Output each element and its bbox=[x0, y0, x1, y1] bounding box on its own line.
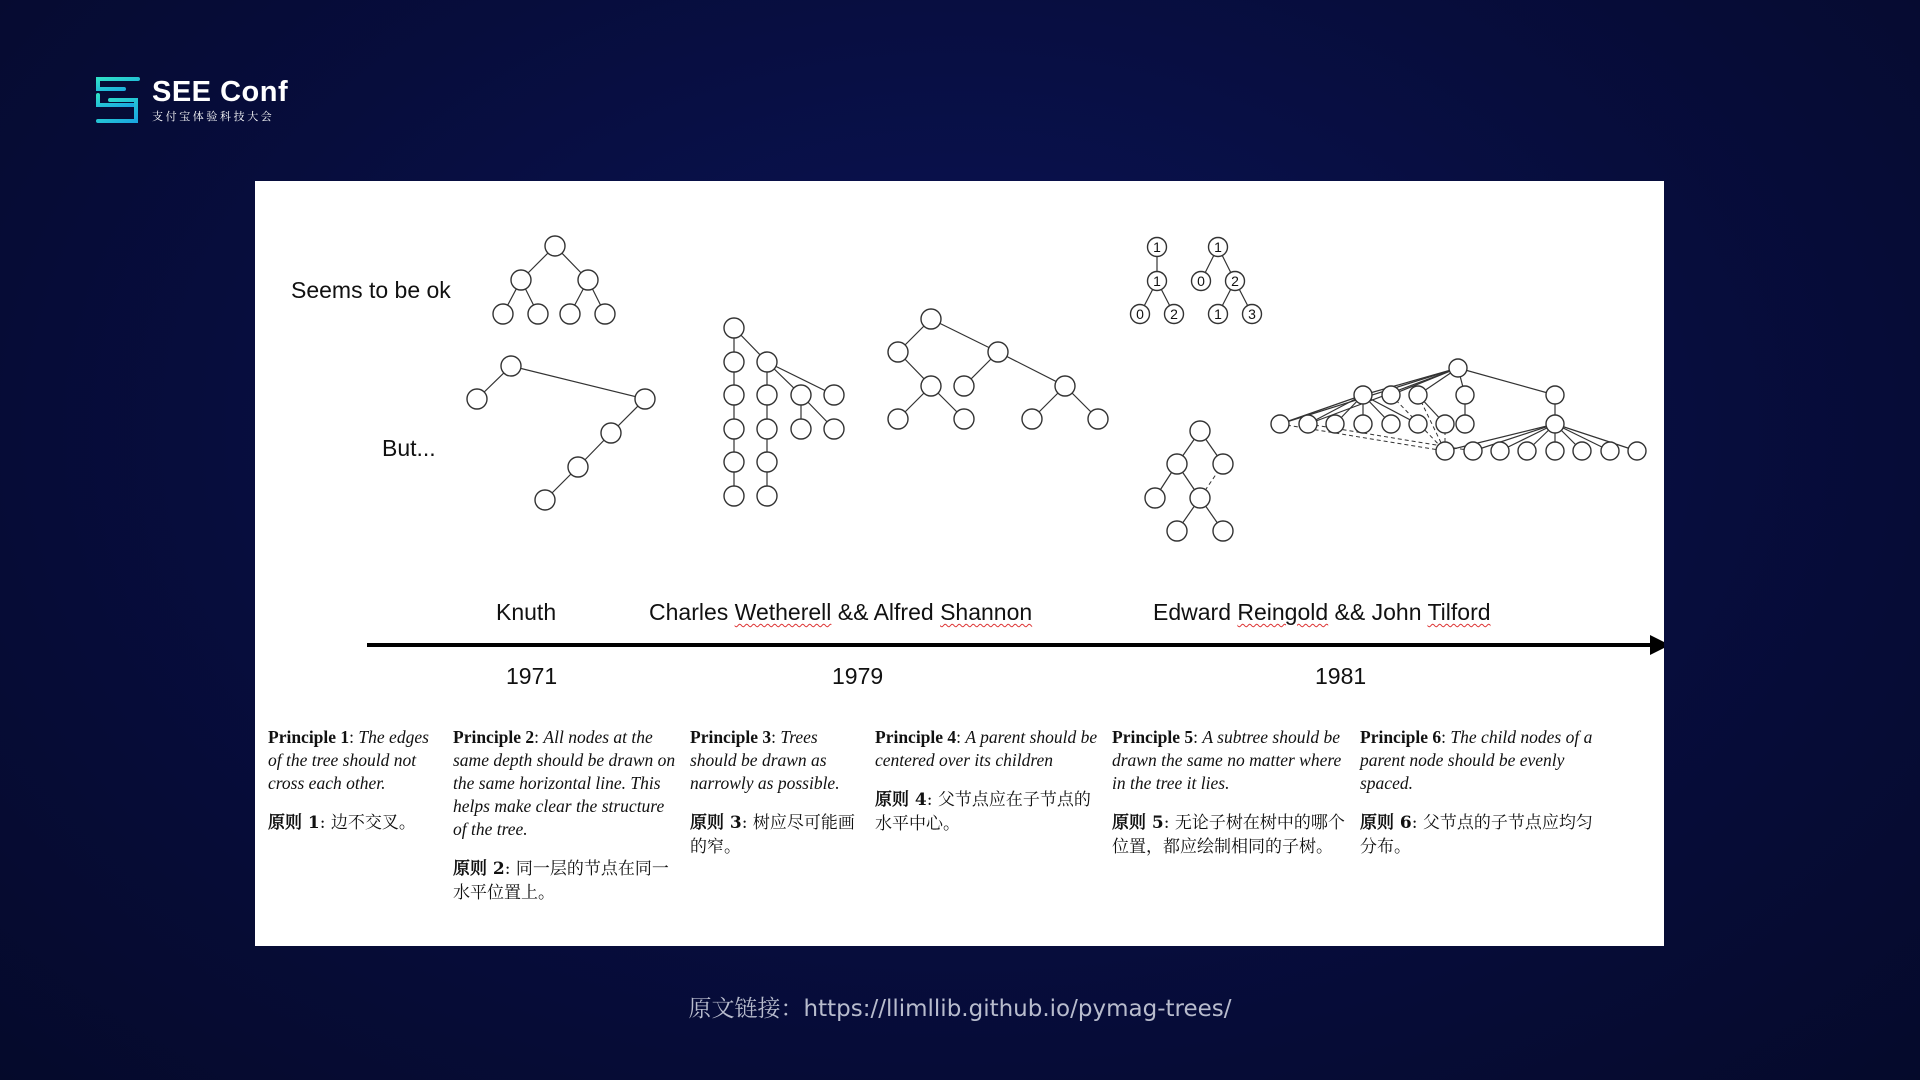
knuth-good-tree bbox=[493, 236, 615, 324]
tree-node bbox=[757, 486, 777, 506]
source-link[interactable] bbox=[0, 990, 1920, 1023]
tree-node bbox=[1055, 376, 1075, 396]
tree-node bbox=[493, 304, 513, 324]
numbered-node-label: 1 bbox=[1153, 239, 1161, 255]
timeline-year-1981: 1981 bbox=[1315, 663, 1367, 689]
tree-node bbox=[1409, 386, 1427, 404]
tree-node bbox=[1518, 442, 1536, 460]
tree-node bbox=[791, 385, 811, 405]
tree-node bbox=[1190, 488, 1210, 508]
logo-title: SEE Conf bbox=[152, 75, 289, 108]
tree-node bbox=[1436, 415, 1454, 433]
timeline-year-1971: 1971 bbox=[506, 663, 558, 689]
tree-node bbox=[1190, 421, 1210, 441]
tree-node bbox=[1145, 488, 1165, 508]
tree-node bbox=[791, 419, 811, 439]
tree-node bbox=[1546, 386, 1564, 404]
see-conf-logo-icon bbox=[94, 76, 140, 124]
tree-node bbox=[824, 419, 844, 439]
tree-node bbox=[1382, 386, 1400, 404]
tree-node bbox=[1456, 415, 1474, 433]
tree-node bbox=[1213, 454, 1233, 474]
tree-node bbox=[724, 385, 744, 405]
tree-node bbox=[954, 376, 974, 396]
tree-node bbox=[1601, 442, 1619, 460]
tree-node bbox=[1326, 415, 1344, 433]
numbered-node-label: 1 bbox=[1214, 239, 1222, 255]
timeline-year-1979: 1979 bbox=[832, 663, 884, 689]
tree-node bbox=[954, 409, 974, 429]
reingold-wide-tree bbox=[1271, 359, 1646, 460]
tree-node bbox=[1271, 415, 1289, 433]
wetherell-narrow-tree bbox=[724, 318, 844, 506]
tree-node bbox=[501, 356, 521, 376]
seems-ok-label: Seems to be ok bbox=[291, 277, 451, 303]
tree-node bbox=[560, 304, 580, 324]
tree-node bbox=[1354, 415, 1372, 433]
tree-node bbox=[1409, 415, 1427, 433]
principle-3: Principle 3: Trees should be drawn as narrowly as possible. 原则 3: 树应尽可能画的窄。 bbox=[690, 727, 855, 857]
timeline-arrow-head bbox=[1650, 635, 1664, 655]
tree-node bbox=[1546, 415, 1564, 433]
tree-node bbox=[535, 490, 555, 510]
tree-node bbox=[724, 318, 744, 338]
figure-panel bbox=[255, 181, 1664, 946]
tree-node bbox=[1628, 442, 1646, 460]
tree-node bbox=[921, 376, 941, 396]
principle-4: Principle 4: A parent should be centered over its children 原则 4: 父节点应在子节点的水平中心。 bbox=[875, 727, 1098, 834]
tree-node bbox=[511, 270, 531, 290]
tree-node bbox=[921, 309, 941, 329]
tree-node bbox=[724, 452, 744, 472]
tree-node bbox=[601, 423, 621, 443]
tree-node bbox=[1088, 409, 1108, 429]
tree-node bbox=[528, 304, 548, 324]
tree-node bbox=[1436, 442, 1454, 460]
reingold-subtree-tree bbox=[1145, 421, 1233, 541]
timeline-name-wetherell-shannon: Charles Wetherell && Alfred Shannon bbox=[649, 599, 1033, 625]
tree-node bbox=[888, 342, 908, 362]
but-label: But... bbox=[382, 435, 436, 461]
tree-edge bbox=[931, 319, 998, 352]
timeline-name-knuth: Knuth bbox=[496, 599, 557, 625]
numbered-node-label: 2 bbox=[1170, 306, 1178, 322]
tree-node bbox=[1449, 359, 1467, 377]
tree-node bbox=[1573, 442, 1591, 460]
numbered-node-label: 1 bbox=[1214, 306, 1222, 322]
numbered-node-label: 0 bbox=[1136, 306, 1144, 322]
numbered-tree-left bbox=[1131, 238, 1184, 324]
tree-node bbox=[635, 389, 655, 409]
numbered-node-label: 3 bbox=[1248, 306, 1256, 322]
tree-edge bbox=[1555, 424, 1637, 451]
tree-node bbox=[757, 452, 777, 472]
wetherell-tidy-tree bbox=[888, 309, 1108, 429]
tree-node bbox=[757, 385, 777, 405]
tree-node bbox=[888, 409, 908, 429]
logo-subtitle: 支付宝体验科技大会 bbox=[152, 109, 275, 123]
source-link-prefix: 原文链接： bbox=[688, 996, 804, 1022]
tree-node bbox=[1456, 386, 1474, 404]
numbered-node-label: 2 bbox=[1231, 273, 1239, 289]
tree-node bbox=[1167, 454, 1187, 474]
tree-node bbox=[545, 236, 565, 256]
numbered-tree-right bbox=[1192, 238, 1262, 324]
tree-node bbox=[568, 457, 588, 477]
principle-5: Principle 5: A subtree should be drawn the same no matter where in the tree it lies. 原则 5: 无论子树在树中的哪个位置，都应绘制相同的子树。 bbox=[1112, 727, 1345, 857]
timeline-name-reingold-tilford: Edward Reingold && John Tilford bbox=[1153, 599, 1491, 625]
numbered-node-label: 0 bbox=[1197, 273, 1205, 289]
numbered-node-label: 1 bbox=[1153, 273, 1161, 289]
tree-node bbox=[757, 419, 777, 439]
tree-edge bbox=[998, 352, 1065, 386]
tree-node bbox=[988, 342, 1008, 362]
tree-edge bbox=[1473, 424, 1555, 451]
tree-node bbox=[1546, 442, 1564, 460]
knuth-bad-tree bbox=[467, 356, 655, 510]
tree-node bbox=[724, 486, 744, 506]
principle-6: Principle 6: The child nodes of a parent node should be evenly spaced. 原则 6: 父节点的子节点应均匀分布。 bbox=[1360, 727, 1593, 857]
tree-node bbox=[724, 352, 744, 372]
tree-node bbox=[1464, 442, 1482, 460]
tree-node bbox=[1491, 442, 1509, 460]
tree-node bbox=[1382, 415, 1400, 433]
tree-node bbox=[1167, 521, 1187, 541]
brand-logo bbox=[94, 76, 288, 124]
principle-1: Principle 1: The edges of the tree should not cross each other. 原则 1: 边不交叉。 bbox=[268, 727, 429, 833]
tree-node bbox=[578, 270, 598, 290]
source-link-url[interactable]: https://llimllib.github.io/pymag-trees/ bbox=[803, 996, 1232, 1022]
tree-node bbox=[1299, 415, 1317, 433]
principle-2: Principle 2: All nodes at the same depth should be drawn on the same horizontal line. This helps make clear the structure of the tree. 原则 2: 同一层的节点在同一水平位置上。 bbox=[453, 727, 676, 903]
tree-node bbox=[595, 304, 615, 324]
tree-node bbox=[1022, 409, 1042, 429]
tree-node bbox=[824, 385, 844, 405]
tree-node bbox=[1354, 386, 1372, 404]
tree-node bbox=[467, 389, 487, 409]
tree-node bbox=[757, 352, 777, 372]
tree-node bbox=[1213, 521, 1233, 541]
tree-node bbox=[724, 419, 744, 439]
tree-edge bbox=[511, 366, 645, 399]
